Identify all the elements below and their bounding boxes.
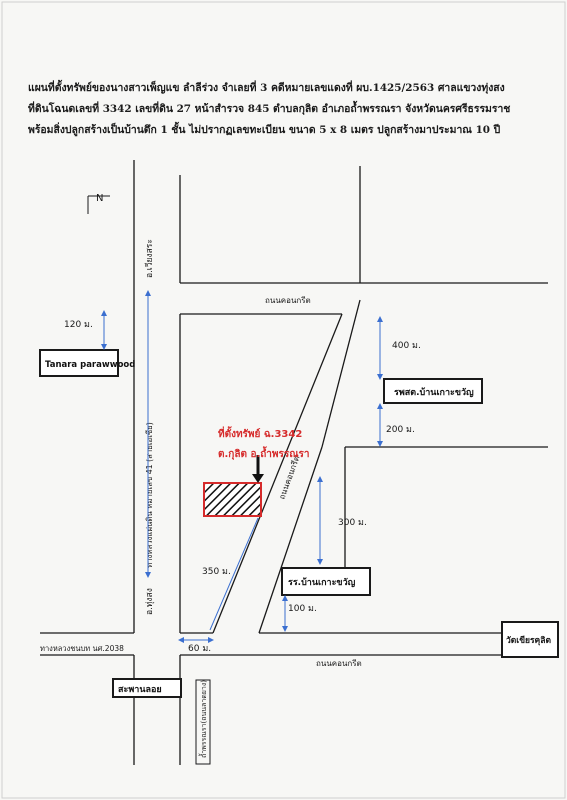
distance-60: 60 ม. xyxy=(188,644,212,654)
tanara-label: Tanara parawwood xyxy=(45,360,136,370)
header-line-2: ที่ดินโฉนดเลขที่ 3342 เลขที่ดิน 27 หน้าสำรวจ 845 ตำบลกุลิต อำเภอถ้ำพรรณรา จังหวัดนครศรีธรรมราช xyxy=(28,103,511,115)
distance-200: 200 ม. xyxy=(386,425,415,435)
right-branch-road xyxy=(345,283,548,568)
temple-box xyxy=(502,622,558,657)
road-label-wiangsa: อ.เวียงสระ xyxy=(145,239,155,278)
property-label-1: ที่ตั้งทรัพย์ ฉ.3342 xyxy=(218,429,303,440)
road-label-rural-highway: ทางหลวงชนบท นศ.2038 xyxy=(40,644,124,653)
header-line-1: แผนที่ตั้งทรัพย์ของนางสาวเพ็ญแข ลำลีร่วง จำเลยที่ 3 คดีหมายเลขแดงที่ ผบ.1425/2563 ศาลแขวงทุ่งสง xyxy=(28,82,505,94)
temple-label: วัดเขียรคุลิต xyxy=(506,636,551,646)
hospital-label: รพสต.บ้านเกาะขวัญ xyxy=(394,388,474,398)
school-box xyxy=(282,568,370,595)
top-block-road xyxy=(180,166,360,314)
road-label-thungsong: อ.ทุ่งสง xyxy=(145,588,155,615)
header-line-3: พร้อมสิ่งปลูกสร้างเป็นบ้านตึก 1 ชั้น ไม่ปรากฏเลขทะเบียน ขนาด 5 x 8 เมตร ปลูกสร้างมาประมาณ 10 ปี xyxy=(28,124,501,136)
bridge-label: สะพานลอย xyxy=(118,685,162,695)
bridge-box xyxy=(113,679,181,697)
road-label-concrete-top: ถนนคอนกรีต xyxy=(265,296,311,305)
down-arrow-icon xyxy=(252,474,264,483)
property-marker xyxy=(204,455,264,516)
distance-350: 350 ม. xyxy=(202,567,231,577)
school-label: รร.บ้านเกาะขวัญ xyxy=(288,578,356,588)
road-label-concrete-bottom: ถนนคอนกรีต xyxy=(316,659,362,668)
highway-41 xyxy=(134,160,180,765)
hospital-box xyxy=(384,379,482,403)
distance-120: 120 ม. xyxy=(64,320,93,330)
road-label-highway-41: ทางหลวงแผ่นดิน หมายเลข 41 (สายเอเชีย) xyxy=(145,422,154,568)
distance-300: 300 ม. xyxy=(338,518,367,528)
property-label-2: ต.กุลิต อ.ถ้ำพรรณรา xyxy=(218,449,310,460)
road-label-concrete-diag: ถนนคอนกรีต xyxy=(277,454,302,501)
tanara-parawwood-box xyxy=(40,350,135,376)
distance-100: 100 ม. xyxy=(288,604,317,614)
north-label: N xyxy=(96,193,104,204)
road-label-bridge-road: ถ้ำพรรณรา(ถนนลาดยาง) xyxy=(200,680,208,758)
distance-400: 400 ม. xyxy=(392,341,421,351)
